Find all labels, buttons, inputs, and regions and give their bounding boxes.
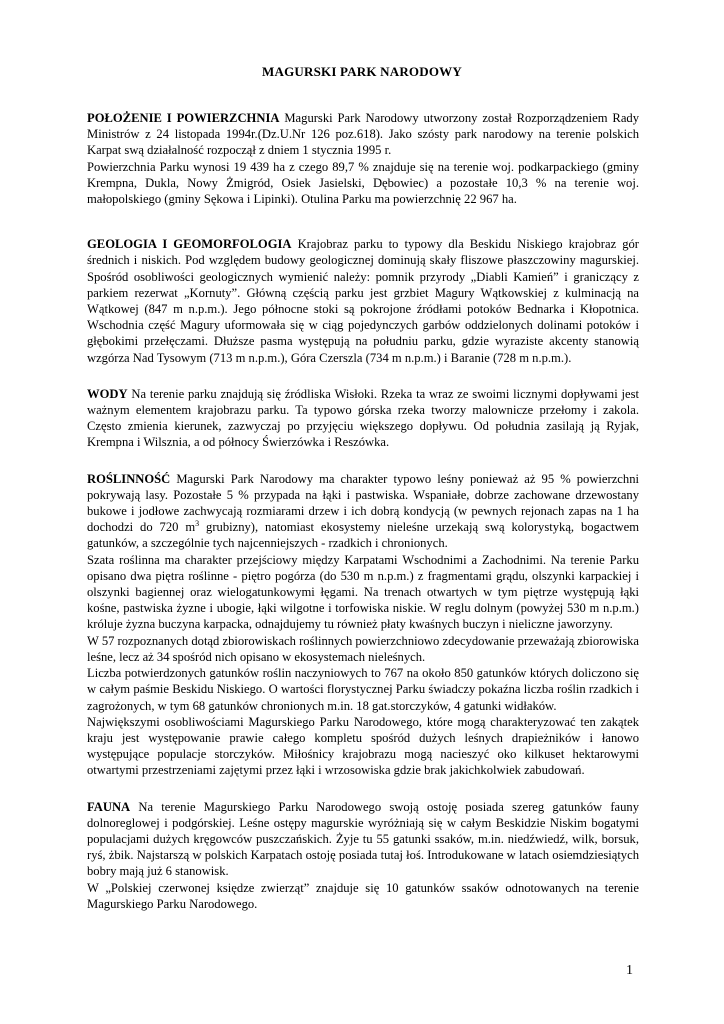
paragraph-text: Magurski Park Narodowy ma charakter typowo leśny ponieważ aż 95 % powierzchni pokrywają lasy. Pozostałe 5 % przypada na łąki i pastwiska. Wspaniałe, dobrze zachowane drzewostany bukowe i jodłowe zachwycają rozmiarami drzew i ich dobrą kondycją (w pewnych rejonach zapas na 1 ha dochodzi do 720 m <box>87 471 639 535</box>
paragraph-text: Na terenie Magurskiego Parku Narodowego swoją ostoję posiada szereg gatunków fauny dolnoreglowej i podgórskiej. Leśne ostępy magurskie wyróżniają się w całym Beskidzie Niskim bogatymi populacjami dużych kręgowców puszczańskich. Żyje tu 55 gatunki ssaków, m.in. niedźwiedź, wilk, borsuk, ryś, żbik. Najstarszą w polskich Karpatach ostoję posiada tutaj łoś. Introdukowane w latach osiemdziesiątych bobry mają już 6 stanowisk. <box>87 799 639 879</box>
section-paragraph: W 57 rozpoznanych dotąd zbiorowiskach roślinnych powierzchniowo zdecydowanie przeważają zbiorowiska leśne, lecz aż 34 spośród nich opisano w ekosystemach nieleśnych. <box>87 633 639 664</box>
section-paragraph <box>87 236 639 366</box>
paragraph-text: grubizny), natomiast ekosystemy nieleśne urzekają swą kolorystyką, bogactwem gatunków, a szczególnie tych najcenniejszych - rzadkich i chronionych. <box>87 520 639 551</box>
section-heading: WODY <box>87 386 128 401</box>
superscript: 3 <box>195 519 200 529</box>
section-heading: FAUNA <box>87 799 131 814</box>
paragraph-text: Na terenie parku znajdują się źródliska Wisłoki. Rzeka ta wraz ze swoimi licznymi dopływami jest ważnym elementem krajobrazu parku. Ta typowo górska rzeka tworzy malownicze przełomy i zakola. Często zmienia kierunek, zazwyczaj po przyjęciu większego dopływu. Od południa zasilają ją Ryjak, Krempna i Wilsznia, a od północy Świerzówka i Reszówka. <box>87 386 639 450</box>
paragraph-text: Krajobraz parku to typowy dla Beskidu Niskiego krajobraz gór średnich i niskich. Pod względem budowy geologicznej dominują skały fliszowe płaszczowiny magurskiej. Spośród osobliwości geologicznych wymienić należy: pomnik przyrody „Diabli Kamień” i graniczący z parkiem rezerwat „Kornuty”. Główną częścią parku jest grzbiet Magury Wątkowskiej z kulminacją na Wątkowej (847 m n.p.m.). Jego północne stoki są pokrojone źródłami potoków Bednarka i Kłopotnica. Wschodnia część Magury uformowała się w ciąg pojedynczych garbów oddzielonych dolinami potoków i głębokimi przełęczami. Dłuższe pasma występują na południu parku, gdzie wyraziste akcenty stanowią wzgórza Nad Tysowym (713 m n.p.m.), Góra Czerszla (734 m n.p.m.) i Baranie (728 m n.p.m.). <box>87 237 640 365</box>
section-paragraph: Powierzchnia Parku wynosi 19 439 ha z czego 89,7 % znajduje się na terenie woj. podkarpackiego (gminy Krempna, Dukla, Nowy Żmigród, Osiek Jasielski, Dębowiec) a pozostałe 10,3 % na terenie woj. małopolskiego (gminy Sękowa i Lipinki). Otulina Parku ma powierzchnię 22 967 ha. <box>87 159 639 207</box>
section-waters <box>87 386 639 451</box>
section-paragraph <box>87 386 639 451</box>
section-paragraph: Największymi osobliwościami Magurskiego Parku Narodowego, które mogą charakteryzować ten zakątek kraju jest występowanie prawie całego kompletu spośród dużych leśnych drapieżników i łanowo występujące populacje storczyków. Miłośnicy krajobrazu mogą nacieszyć oko kilkuset hektarowymi otwartymi przestrzeniami zajętymi przez łąki i wrzosowiska gdzie brak jakichkolwiek zabudowań. <box>87 714 639 778</box>
section-paragraph <box>87 110 639 159</box>
section-fauna <box>87 799 639 912</box>
section-paragraph <box>87 471 639 552</box>
section-heading: GEOLOGIA I GEOMORFOLOGIA <box>87 237 292 252</box>
paragraph-text: Magurski Park Narodowy utworzony został Rozporządzeniem Rady Ministrów z 24 listopada 1994r.(Dz.U.Nr 126 poz.618). Jako szósty park narodowy na terenie polskich Karpat swą działalność rozpoczął z dniem 1 stycznia 1995 r. <box>87 111 640 158</box>
section-paragraph <box>87 799 639 880</box>
document-body <box>87 110 639 932</box>
section-heading: ROŚLINNOŚĆ <box>87 471 171 486</box>
page-number: 1 <box>626 963 633 978</box>
page-title: MAGURSKI PARK NARODOWY <box>262 64 462 79</box>
section-heading: POŁOŻENIE I POWIERZCHNIA <box>87 111 280 125</box>
section-location <box>87 110 639 207</box>
section-paragraph: W „Polskiej czerwonej księdze zwierząt” znajduje się 10 gatunków ssaków odnotowanych na terenie Magurskiego Parku Narodowego. <box>87 880 639 911</box>
section-vegetation <box>87 471 639 779</box>
section-geology <box>87 236 639 366</box>
section-paragraph: Liczba potwierdzonych gatunków roślin naczyniowych to 767 na około 850 gatunków których doliczono się w całym paśmie Beskidu Niskiego. O wartości florystycznej Parku świadczy pokaźna liczba roślin rzadkich i zagrożonych, w tym 68 gatunków chronionych m.in. 18 gat.storczyków, 4 gatunki widłaków. <box>87 666 639 713</box>
section-paragraph: Szata roślinna ma charakter przejściowy między Karpatami Wschodnimi a Zachodnimi. Na terenie Parku opisano dwa piętra roślinne - piętro pogórza (do 530 m n.p.m.) z fragmentami grądu, olszynki karpackiej i olszynki bagiennej oraz wielogatunkowymi łęgami. Na trenach otwartych w tym piętrze występują łąki kośne, pastwiska żyzne i ubogie, łąki wilgotne i torfowiska niskie. W reglu dolnym (powyżej 530 m n.p.m.) króluje żyzna buczyna karpacka, odnajdujemy tu również płaty kwaśnych buczyn i nieliczne jaworzyny. <box>87 552 639 632</box>
